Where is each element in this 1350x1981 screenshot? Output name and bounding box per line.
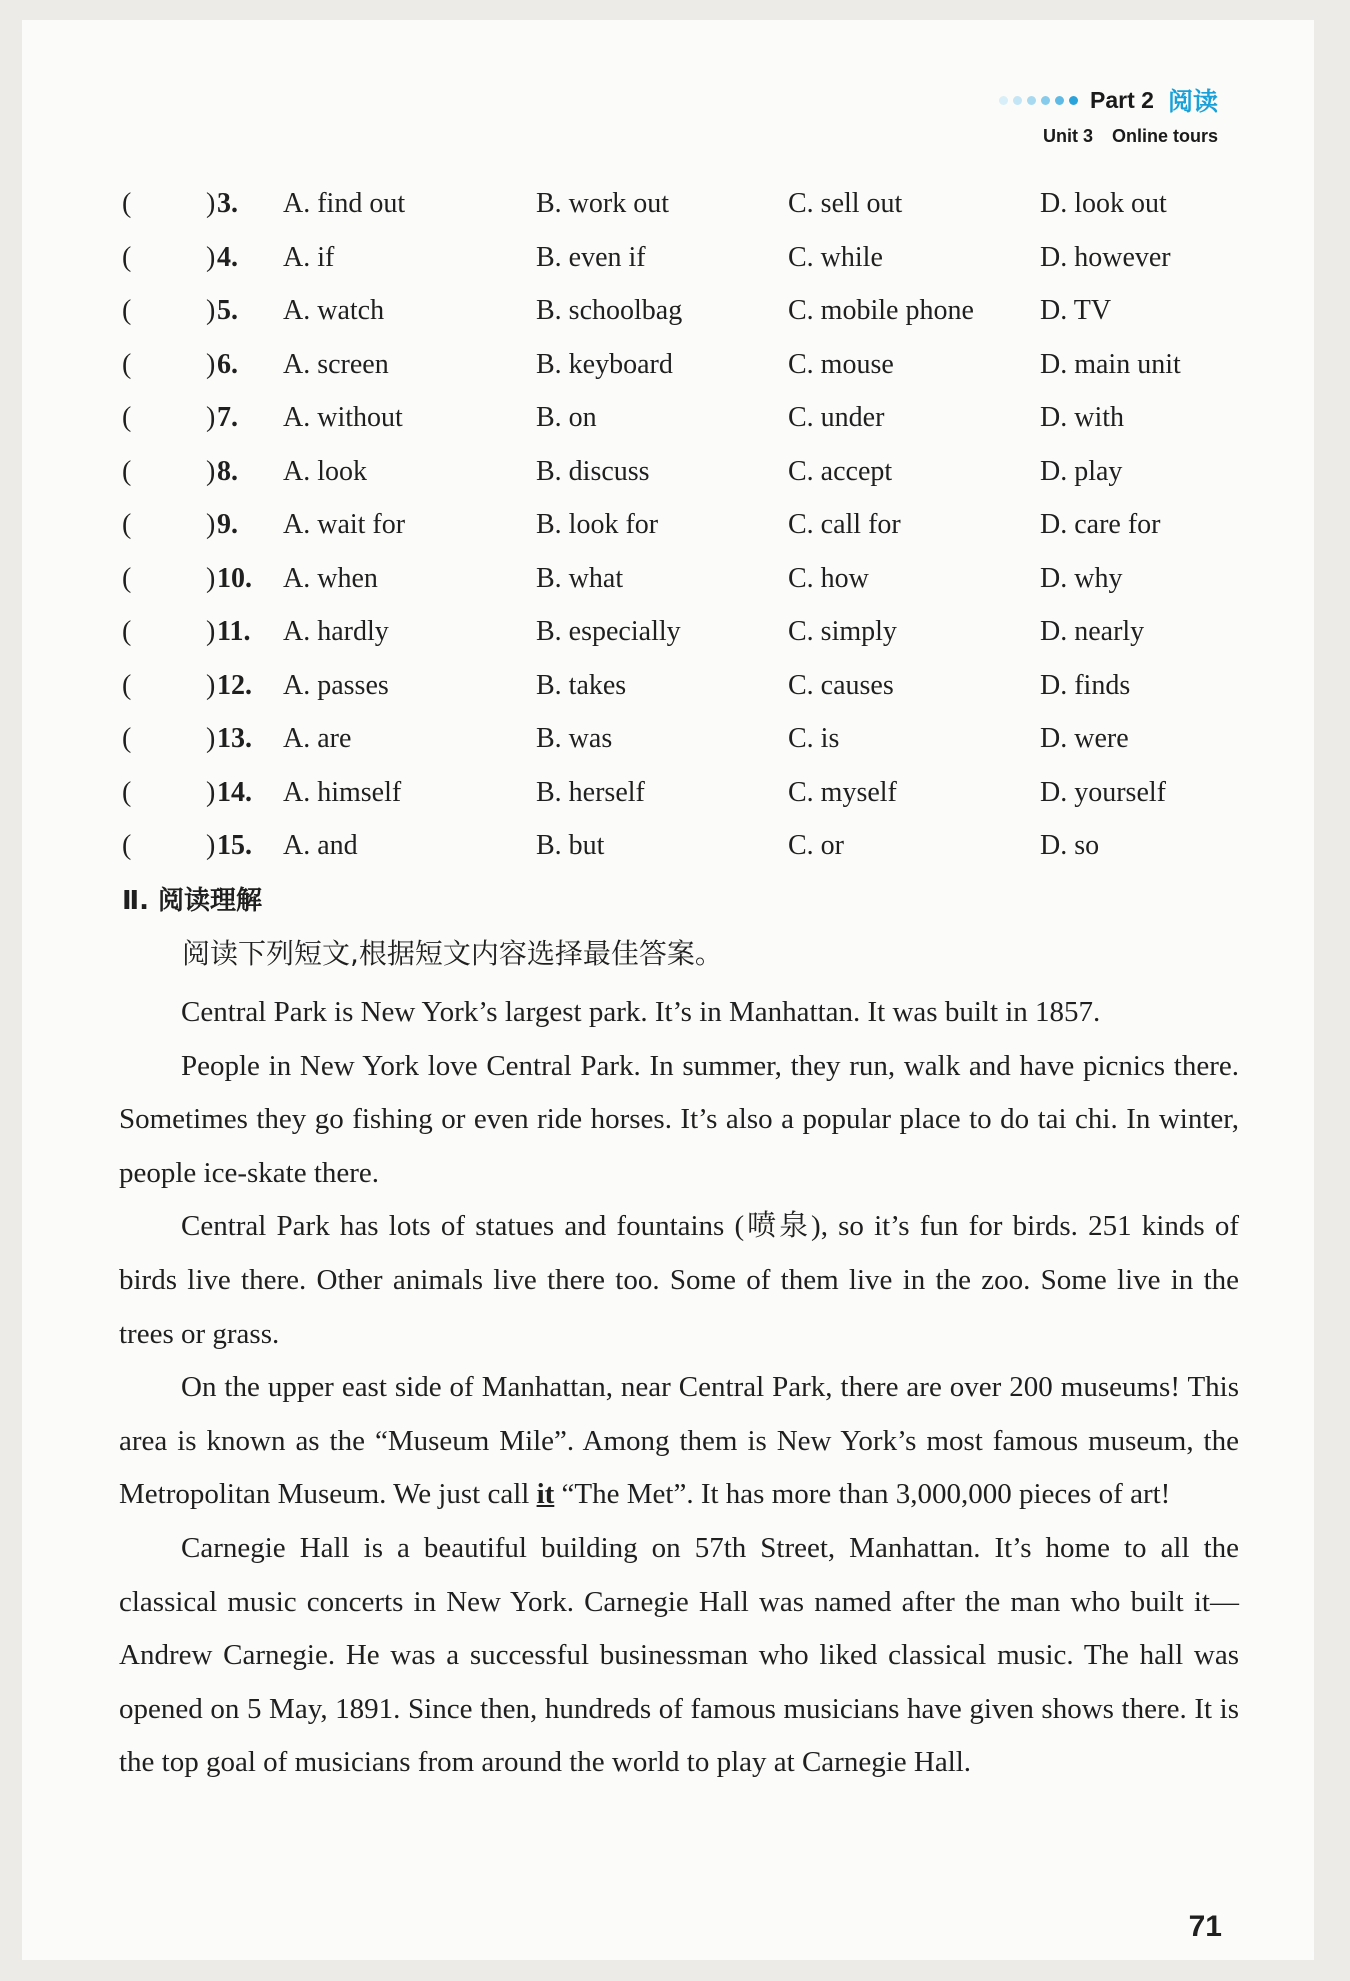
option-c: C. myself bbox=[788, 776, 897, 808]
option-b: B. discuss bbox=[536, 455, 650, 487]
option-a: A. without bbox=[283, 402, 403, 433]
answer-paren-right: ) bbox=[206, 241, 216, 273]
question-number: 10. bbox=[217, 562, 252, 594]
section-title: Ⅱ. 阅读理解 bbox=[122, 886, 263, 916]
question-number: 7. bbox=[217, 402, 238, 433]
option-c: C. accept bbox=[788, 455, 893, 487]
passage-paragraph: Central Park has lots of statues and fountains (喷泉), so it’s fun for birds. 251 kinds of birds live there. Other animals live there too. Some of them live in the zoo. Some live in the trees or grass. bbox=[119, 1210, 1239, 1350]
option-d: D. with bbox=[1040, 402, 1124, 433]
passage-text: On the upper east side of Manhattan, near Central Park, there are over 200 museums! This area is known as the “Museum Mile”. Among them is New York’s most famous museum, the Metropolitan Museum. We just call bbox=[119, 1371, 1239, 1511]
option-b: B. look for bbox=[536, 509, 659, 540]
answer-paren-right: ) bbox=[206, 188, 216, 219]
answer-paren-left: ( bbox=[122, 562, 132, 594]
option-d: D. main unit bbox=[1040, 348, 1181, 380]
question-number: 12. bbox=[217, 669, 252, 701]
option-c: C. simply bbox=[788, 616, 897, 647]
passage-text: “The Met”. It has more than 3,000,000 pieces of art! bbox=[554, 1478, 1171, 1511]
answer-paren-right: ) bbox=[206, 295, 216, 326]
option-a: A. if bbox=[283, 241, 335, 273]
option-c: C. is bbox=[788, 723, 840, 754]
dot-shape bbox=[1027, 96, 1036, 105]
question-number: 5. bbox=[217, 295, 238, 326]
answer-paren-right: ) bbox=[206, 348, 216, 380]
passage-paragraph: Central Park is New York’s largest park. It’s in Manhattan. It was built in 1857. bbox=[181, 996, 1101, 1028]
question-number: 11. bbox=[217, 616, 251, 647]
option-d: D. TV bbox=[1040, 295, 1112, 326]
option-c: C. or bbox=[788, 830, 844, 861]
option-d: D. so bbox=[1040, 830, 1100, 861]
question-number: 15. bbox=[217, 830, 252, 861]
option-b: B. even if bbox=[536, 241, 646, 273]
answer-paren-left: ( bbox=[122, 723, 132, 754]
option-d: D. look out bbox=[1040, 188, 1167, 219]
option-c: C. while bbox=[788, 241, 883, 273]
dot-shape bbox=[1013, 96, 1022, 105]
option-c: C. how bbox=[788, 562, 869, 594]
option-a: A. passes bbox=[283, 669, 389, 701]
answer-paren-left: ( bbox=[122, 188, 132, 219]
option-d: D. were bbox=[1040, 723, 1129, 754]
dot-shape bbox=[1055, 96, 1064, 105]
option-c: C. sell out bbox=[788, 188, 903, 219]
question-number: 14. bbox=[217, 776, 252, 808]
option-a: A. screen bbox=[283, 348, 389, 380]
option-a: A. are bbox=[283, 723, 352, 754]
textbook-page bbox=[22, 20, 1314, 1960]
answer-paren-left: ( bbox=[122, 402, 132, 433]
option-c: C. call for bbox=[788, 509, 901, 540]
option-b: B. was bbox=[536, 723, 613, 754]
passage-paragraph: People in New York love Central Park. In summer, they run, walk and have picnics there. Sometimes they go fishing or even ride horses. It’s also a popular place to do tai chi. In winter, people ice-skate there. bbox=[119, 1049, 1239, 1189]
option-c: C. under bbox=[788, 402, 885, 433]
option-b: B. work out bbox=[536, 188, 669, 219]
option-b: B. schoolbag bbox=[536, 295, 683, 326]
question-number: 3. bbox=[217, 188, 238, 219]
decorative-dots bbox=[999, 96, 1078, 105]
option-b: B. keyboard bbox=[536, 348, 673, 380]
answer-paren-right: ) bbox=[206, 776, 216, 808]
answer-paren-right: ) bbox=[206, 669, 216, 701]
option-d: D. why bbox=[1040, 562, 1123, 594]
answer-paren-left: ( bbox=[122, 830, 132, 861]
question-number: 9. bbox=[217, 509, 238, 540]
option-d: D. care for bbox=[1040, 509, 1161, 540]
option-a: A. find out bbox=[283, 188, 406, 219]
page-number: 71 bbox=[1188, 1910, 1222, 1943]
page-header bbox=[999, 82, 1218, 147]
answer-paren-right: ) bbox=[206, 616, 216, 647]
dot-shape bbox=[999, 96, 1008, 105]
answer-paren-right: ) bbox=[206, 723, 216, 754]
answer-paren-left: ( bbox=[122, 669, 132, 701]
dot-shape bbox=[1041, 96, 1050, 105]
unit-line bbox=[999, 126, 1218, 147]
answer-paren-right: ) bbox=[206, 455, 216, 487]
passage-paragraph: Carnegie Hall is a beautiful building on 57th Street, Manhattan. It’s home to all the classical music concerts in New York. Carnegie Hall was named after the man who built it—Andrew Carnegie. He was a successful businessman who liked classical music. The hall was opened on 5 May, 1891. Since then, hundreds of famous musicians have given shows there. It is the top goal of musicians from around the world to play at Carnegie Hall. bbox=[119, 1531, 1239, 1779]
option-d: D. nearly bbox=[1040, 616, 1145, 647]
answer-paren-right: ) bbox=[206, 830, 216, 861]
unit-title: Online tours bbox=[1111, 126, 1218, 146]
option-b: B. herself bbox=[536, 776, 645, 808]
option-a: A. wait for bbox=[283, 509, 406, 540]
question-number: 8. bbox=[217, 455, 238, 487]
option-d: D. yourself bbox=[1040, 776, 1166, 808]
reading-passage bbox=[119, 986, 1239, 1790]
answer-paren-left: ( bbox=[122, 295, 132, 326]
part-chinese-label: 阅读 bbox=[1167, 87, 1218, 116]
question-number: 4. bbox=[217, 241, 238, 273]
option-a: A. himself bbox=[283, 776, 402, 808]
answer-paren-left: ( bbox=[122, 616, 132, 647]
answer-paren-right: ) bbox=[206, 562, 216, 594]
dot-shape bbox=[1069, 96, 1078, 105]
part-label: Part 2 bbox=[1090, 86, 1154, 113]
answer-paren-left: ( bbox=[122, 776, 132, 808]
option-c: C. causes bbox=[788, 669, 894, 701]
option-a: A. and bbox=[283, 830, 358, 861]
option-b: B. but bbox=[536, 830, 605, 861]
option-b: B. on bbox=[536, 402, 597, 433]
answer-paren-right: ) bbox=[206, 402, 216, 433]
option-a: A. hardly bbox=[283, 616, 389, 647]
answer-paren-left: ( bbox=[122, 509, 132, 540]
option-d: D. play bbox=[1040, 455, 1123, 487]
question-number: 6. bbox=[217, 348, 238, 380]
answer-paren-left: ( bbox=[122, 241, 132, 273]
underlined-word: it bbox=[536, 1478, 555, 1511]
header-top-line bbox=[999, 82, 1218, 118]
option-b: B. what bbox=[536, 562, 624, 594]
unit-label: Unit 3 bbox=[1042, 126, 1093, 146]
option-b: B. takes bbox=[536, 669, 627, 701]
answer-paren-left: ( bbox=[122, 348, 132, 380]
option-b: B. especially bbox=[536, 616, 681, 647]
option-a: A. watch bbox=[283, 295, 385, 326]
answer-paren-left: ( bbox=[122, 455, 132, 487]
option-c: C. mobile phone bbox=[788, 295, 974, 326]
option-c: C. mouse bbox=[788, 348, 894, 380]
option-a: A. when bbox=[283, 562, 378, 594]
option-d: D. however bbox=[1040, 241, 1171, 273]
section-instruction: 阅读下列短文,根据短文内容选择最佳答案。 bbox=[182, 937, 723, 970]
option-d: D. finds bbox=[1040, 669, 1131, 701]
question-number: 13. bbox=[217, 723, 252, 754]
answer-paren-right: ) bbox=[206, 509, 216, 540]
option-a: A. look bbox=[283, 455, 367, 487]
passage-paragraph bbox=[119, 1361, 1239, 1522]
